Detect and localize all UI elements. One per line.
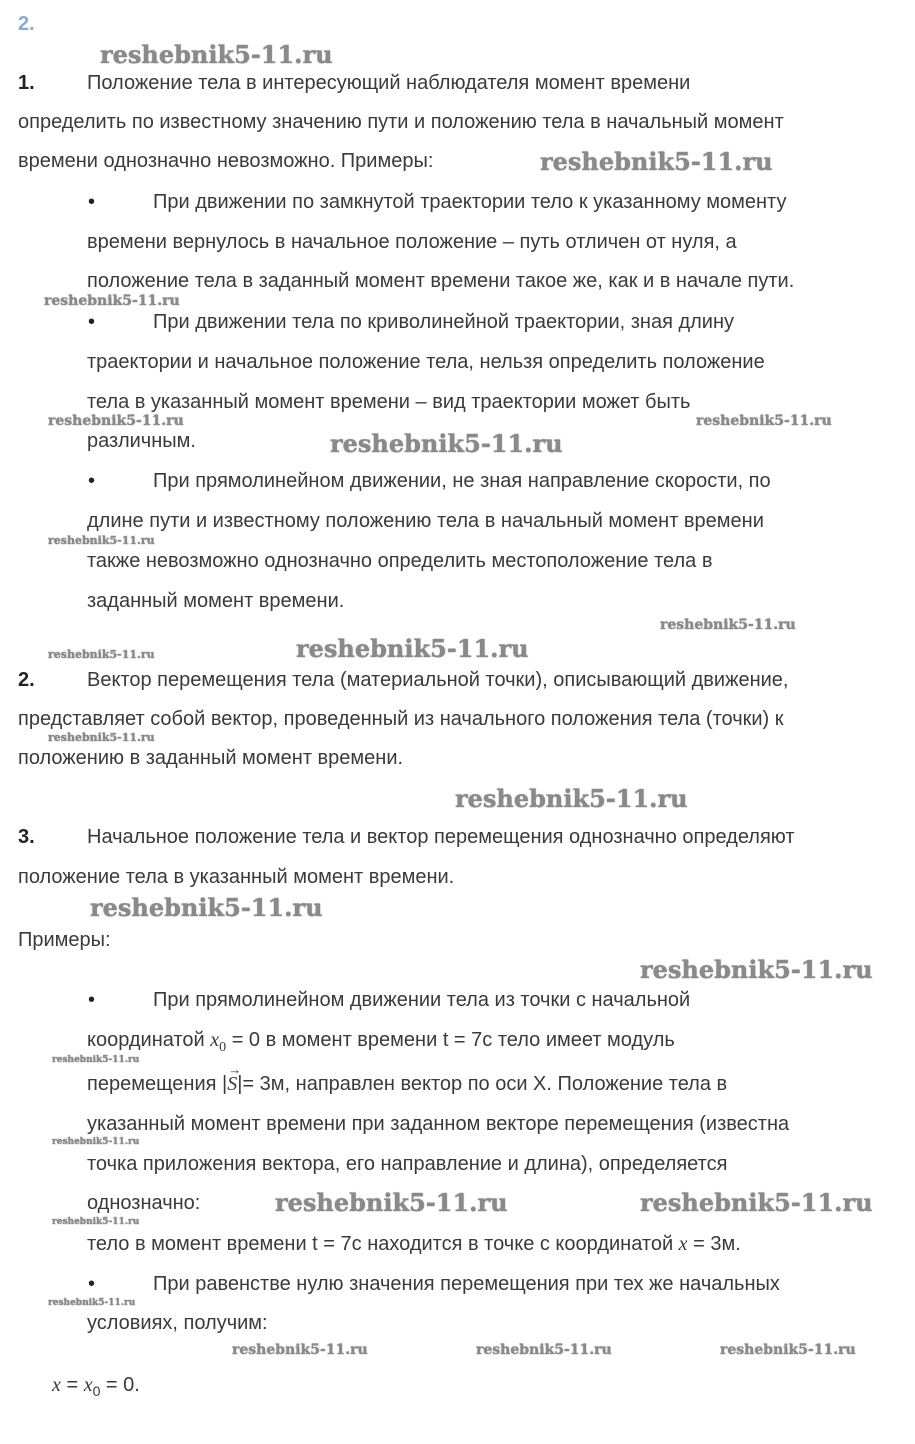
item-number: 1.	[18, 72, 35, 94]
watermark: reshebnik5-11.ru	[696, 413, 832, 429]
examples-label: Примеры:	[18, 929, 111, 951]
watermark: reshebnik5-11.ru	[232, 1342, 368, 1358]
text-line: условиях, получим:	[87, 1312, 268, 1334]
watermark: reshebnik5-11.ru	[52, 1055, 140, 1065]
formula: $x = x_0 = 0$.	[52, 1374, 140, 1399]
text-line: положению в заданный момент времени.	[18, 747, 404, 769]
text-line: перемещения | → S|= 3м, направлен вектор по оси X. Положение тела в	[87, 1062, 728, 1095]
watermark: reshebnik5-11.ru	[52, 1137, 140, 1147]
watermark: reshebnik5-11.ru	[640, 955, 873, 984]
watermark: reshebnik5-11.ru	[100, 40, 333, 69]
watermark: reshebnik5-11.ru	[275, 1188, 508, 1217]
watermark: reshebnik5-11.ru	[296, 634, 529, 663]
text-line: тело в момент времени t = 7с находится в точке с координатой x = 3м.	[87, 1233, 741, 1255]
watermark: reshebnik5-11.ru	[540, 147, 773, 176]
watermark: reshebnik5-11.ru	[90, 893, 323, 922]
text-line: положение тела в заданный момент времени такое же, как и в начале пути.	[87, 270, 795, 292]
text-line: При движении тела по криволинейной траектории, зная длину	[153, 311, 735, 333]
text-line: различным.	[87, 430, 196, 452]
watermark: reshebnik5-11.ru	[48, 534, 155, 547]
watermark: reshebnik5-11.ru	[52, 1217, 140, 1227]
watermark: reshebnik5-11.ru	[640, 1188, 873, 1217]
text-line: При движении по замкнутой траектории тело к указанному моменту	[153, 191, 787, 213]
text-line: Начальное положение тела и вектор перемещения однозначно определяют	[87, 826, 795, 848]
text-line: представляет собой вектор, проведенный из начального положения тела (точки) к	[18, 708, 784, 730]
watermark: reshebnik5-11.ru	[455, 784, 688, 813]
item-number: 3.	[18, 826, 35, 848]
bullet-icon: •	[88, 191, 96, 213]
text-line: длине пути и известному положению тела в начальный момент времени	[87, 510, 764, 532]
vector-arrow-icon: →	[228, 1062, 242, 1077]
text-line: указанный момент времени при заданном векторе перемещения (известна	[87, 1113, 790, 1135]
watermark: reshebnik5-11.ru	[660, 617, 796, 633]
text-line: При прямолинейном движении, не зная направление скорости, по	[153, 470, 771, 492]
item-number: 2.	[18, 669, 35, 691]
text-line: определить по известному значению пути и положению тела в начальный момент	[18, 111, 784, 133]
watermark: reshebnik5-11.ru	[720, 1342, 856, 1358]
text-line: тела в указанный момент времени – вид траектории может быть	[87, 391, 691, 413]
text-line: заданный момент времени.	[87, 590, 345, 612]
watermark: reshebnik5-11.ru	[48, 648, 155, 661]
text-line: положение тела в указанный момент времени.	[18, 866, 455, 888]
watermark: reshebnik5-11.ru	[44, 293, 180, 309]
text-line: точка приложения вектора, его направление и длина), определяется	[87, 1153, 728, 1175]
text-line: Вектор перемещения тела (материальной точки), описывающий движение,	[87, 669, 789, 691]
text-line: времени однозначно невозможно. Примеры:	[18, 150, 434, 172]
text-line: времени вернулось в начальное положение – путь отличен от нуля, а	[87, 231, 737, 253]
watermark: reshebnik5-11.ru	[330, 429, 563, 458]
text-line: При прямолинейном движении тела из точки с начальной	[153, 989, 691, 1011]
bullet-icon: •	[88, 311, 96, 333]
bullet-icon: •	[88, 470, 96, 492]
text-line: При равенстве нулю значения перемещения при тех же начальных	[153, 1273, 780, 1295]
text-line: также невозможно однозначно определить местоположение тела в	[87, 550, 713, 572]
bullet-icon: •	[88, 1273, 96, 1295]
bullet-icon: •	[88, 989, 96, 1011]
text-line: Положение тела в интересующий наблюдателя момент времени	[87, 72, 691, 94]
text-line: координатой $x_0 = 0$ в момент времени t = 7с тело имеет модуль	[87, 1029, 675, 1055]
watermark: reshebnik5-11.ru	[48, 1298, 136, 1308]
vector-s: → S	[227, 1062, 242, 1095]
watermark: reshebnik5-11.ru	[476, 1342, 612, 1358]
text-line: траектории и начальное положение тела, нельзя определить положение	[87, 351, 765, 373]
watermark: reshebnik5-11.ru	[48, 731, 155, 744]
section-number: 2.	[18, 13, 35, 35]
watermark: reshebnik5-11.ru	[48, 413, 184, 429]
text-line: однозначно:	[87, 1192, 201, 1214]
